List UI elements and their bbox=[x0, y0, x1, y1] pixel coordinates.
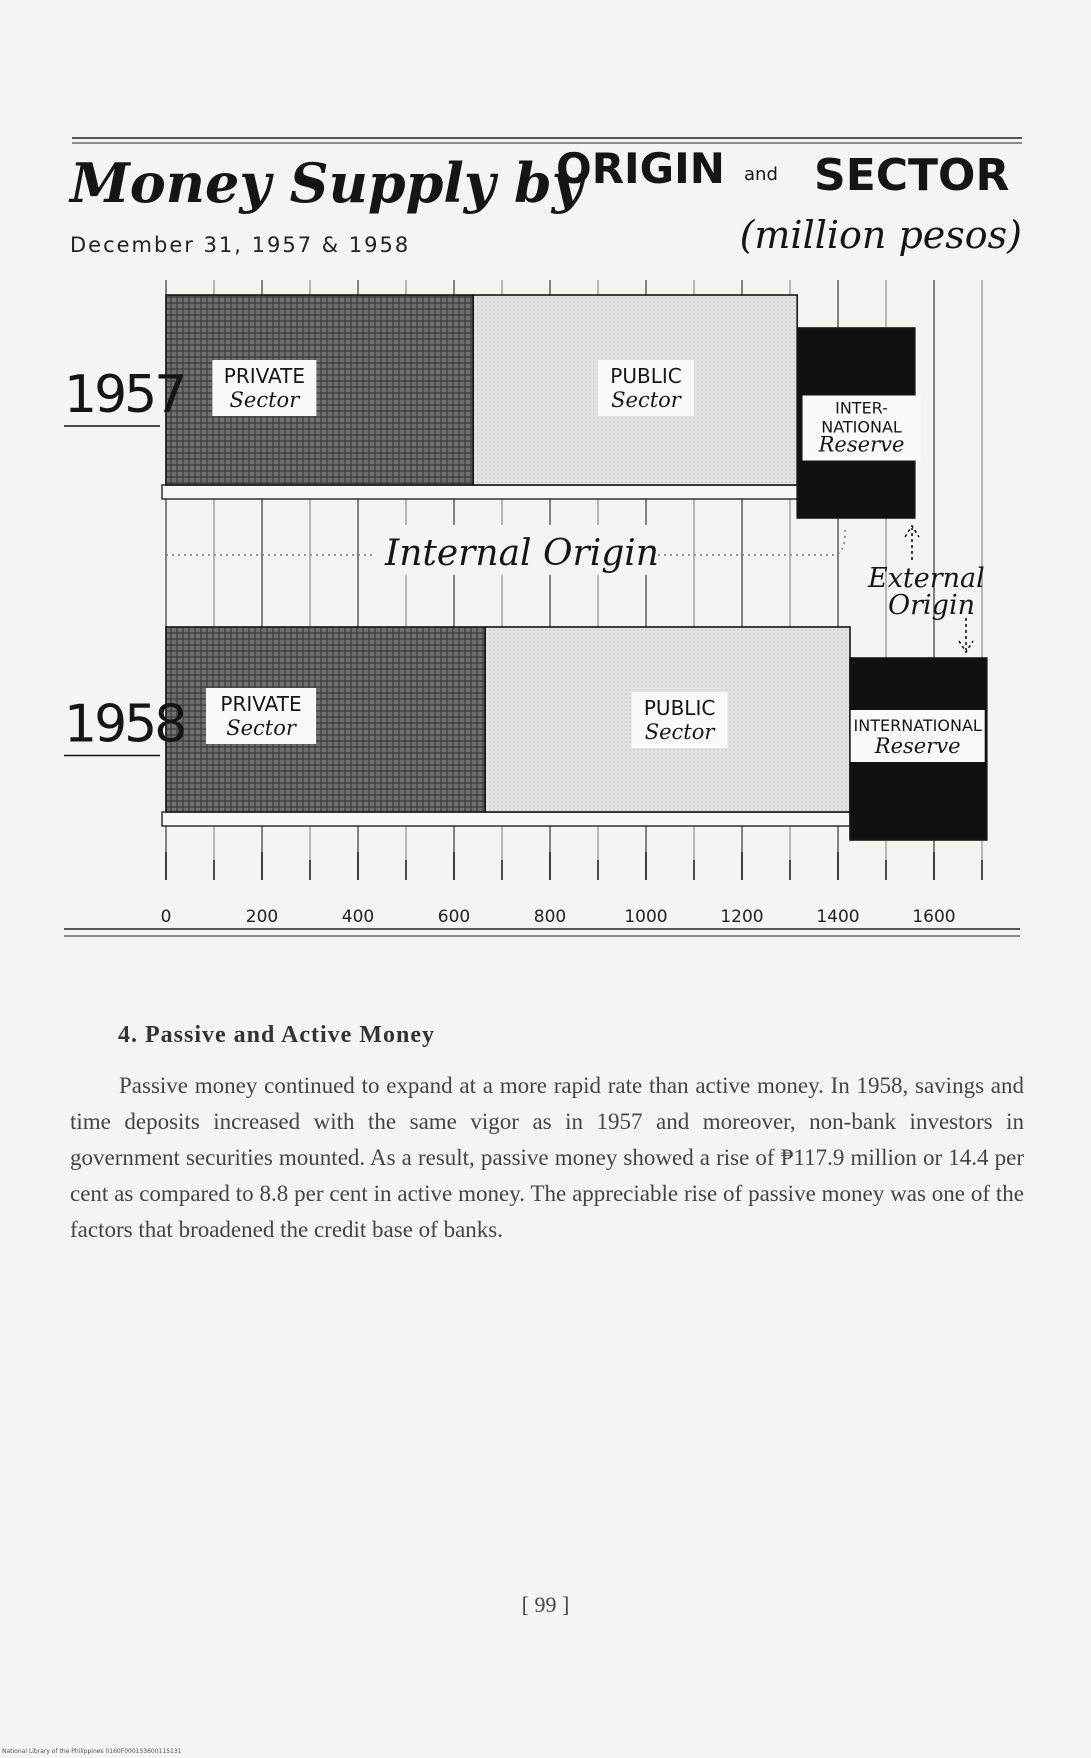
section-heading: 4. Passive and Active Money bbox=[118, 1022, 435, 1048]
x-tick-label: 400 bbox=[341, 907, 375, 927]
external-origin-label-1: External bbox=[868, 563, 985, 594]
category-label-1958: 1958 bbox=[64, 694, 185, 755]
label-1957-reserve-line: Reserve bbox=[818, 432, 905, 457]
label-1958-private-line: Sector bbox=[226, 716, 296, 740]
label-1957-private-line: PRIVATE bbox=[223, 364, 306, 388]
category-label-1957: 1957 bbox=[64, 365, 185, 425]
x-tick-label: 200 bbox=[245, 907, 279, 927]
chart-subtitle-date: December 31, 1957 & 1958 bbox=[70, 233, 411, 257]
label-1957-private-line: Sector bbox=[229, 388, 300, 412]
label-1958-reserve-line: INTERNATIONAL bbox=[853, 716, 982, 735]
bar-base-1957 bbox=[162, 485, 797, 499]
x-tick-label: 1200 bbox=[720, 907, 764, 927]
x-tick-label: 600 bbox=[437, 907, 471, 927]
external-origin-arrow-down bbox=[959, 618, 973, 652]
label-1958-public-line: PUBLIC bbox=[643, 696, 716, 720]
plot-area bbox=[64, 280, 987, 927]
label-1958-reserve-line: Reserve bbox=[874, 734, 961, 758]
chart-title-origin: ORIGIN bbox=[556, 144, 725, 193]
label-1958-private-line: PRIVATE bbox=[220, 692, 302, 716]
x-tick-label: 1600 bbox=[912, 907, 956, 927]
body-paragraph: Passive money continued to expand at a more rapid rate than active money. In 1958, savings and time deposits increased with the same vigor as in 1957 and moreover, non-bank investors in government securities mounted. As a result, passive money showed a rise of ₱117.9 million or 14.4 per cent as compared to 8.8 per cent in active money. The appreciable rise of passive money was one of the factors that broadened the credit base of banks. bbox=[70, 1073, 1024, 1242]
label-1957-public-line: PUBLIC bbox=[610, 364, 682, 388]
x-tick-label: 0 bbox=[160, 907, 172, 927]
chart-title-sector: SECTOR bbox=[814, 150, 1010, 201]
x-tick-label: 1000 bbox=[624, 907, 668, 927]
internal-origin-label: Internal Origin bbox=[385, 533, 659, 574]
x-tick-label: 800 bbox=[533, 907, 567, 927]
bar-1957-private bbox=[166, 295, 473, 485]
chart-units: (million pesos) bbox=[739, 213, 1022, 257]
external-origin-arrow-up bbox=[905, 526, 919, 560]
external-origin-label-2: Origin bbox=[888, 590, 975, 621]
bar-base-1958 bbox=[162, 812, 850, 826]
x-tick-label: 1400 bbox=[816, 907, 860, 927]
footer-text: National Library of the Philippines 0160F000153600115131 bbox=[2, 1748, 182, 1755]
label-1957-public-line: Sector bbox=[611, 388, 681, 412]
label-1958-public-line: Sector bbox=[644, 720, 715, 744]
label-1957-reserve-line: INTER- bbox=[835, 398, 888, 418]
label-1957-reserve-line: NATIONAL bbox=[821, 417, 902, 437]
page-number: [ 99 ] bbox=[521, 1592, 570, 1617]
chart-title-and: and bbox=[744, 164, 778, 185]
chart-title-script: Money Supply by bbox=[70, 151, 584, 215]
